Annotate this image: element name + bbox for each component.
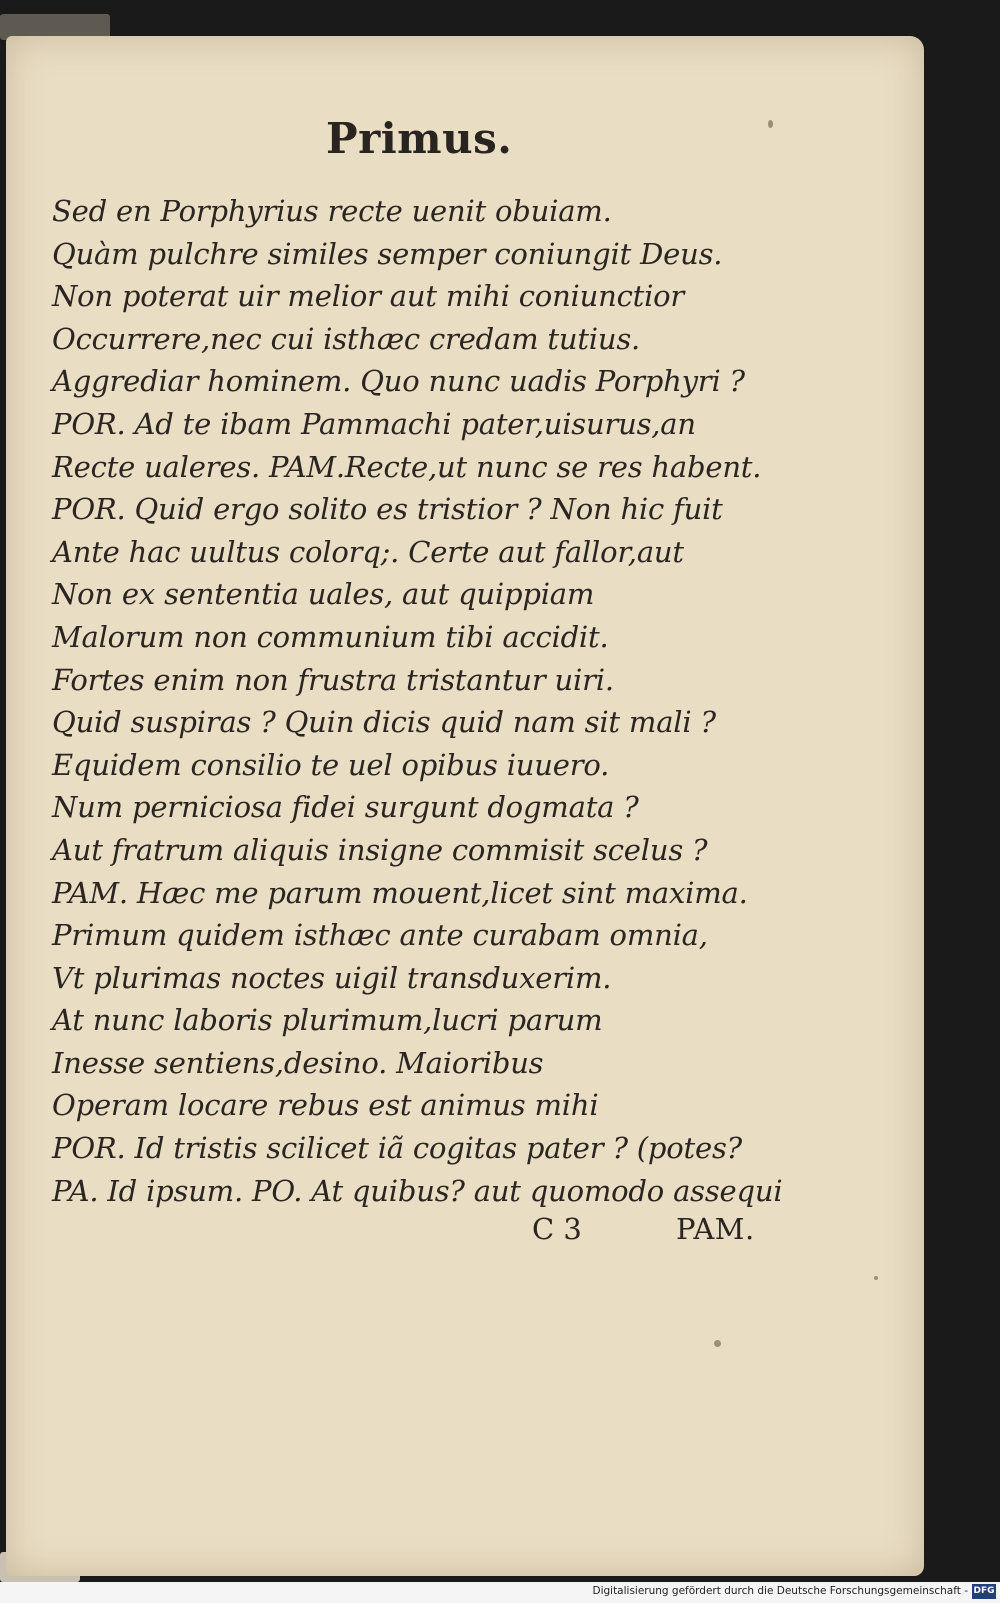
catchword: PAM. — [676, 1212, 755, 1246]
text-line: Quàm pulchre similes semper coniungit Deus. — [52, 236, 723, 271]
text-line: Equidem consilio te uel opibus iuuero. — [52, 747, 610, 782]
footer-bar — [0, 1582, 1000, 1603]
paper-speck — [874, 1276, 878, 1280]
text-line: Num perniciosa fidei surgunt dogmata ? — [52, 790, 639, 825]
text-line: Malorum non communium tibi accidit. — [52, 619, 609, 654]
text-line: Non ex sententia uales, aut quippiam — [52, 577, 595, 612]
text-line: Vt plurimas noctes uigil transduxerim. — [52, 960, 612, 995]
text-line: POR. Quid ergo solito es tristior ? Non hic fuit — [52, 492, 723, 527]
text-line: PA. Id ipsum. PO. At quibus? aut quomodo assequi — [52, 1173, 783, 1208]
page-heading: Primus. — [326, 114, 513, 163]
text-line: Inesse sentiens,desino. Maioribus — [52, 1045, 544, 1080]
dfg-logo[interactable]: DFG — [972, 1584, 996, 1599]
text-line: Ante hac uultus colorq;. Certe aut fallor,aut — [52, 534, 684, 569]
signature-mark: C 3 — [532, 1212, 582, 1246]
text-line: POR. Ad te ibam Pammachi pater,uisurus,an — [52, 406, 696, 441]
text-line: Occurrere,nec cui isthæc credam tutius. — [52, 321, 641, 356]
text-line: Sed en Porphyrius recte uenit obuiam. — [52, 194, 612, 228]
paper-speck — [768, 120, 773, 128]
text-line: Primum quidem isthæc ante curabam omnia, — [52, 918, 708, 953]
text-line: POR. Id tristis scilicet iã cogitas pater ? (potes? — [52, 1131, 742, 1166]
funding-credit: Digitalisierung gefördert durch die Deutsche Forschungsgemeinschaft - — [592, 1585, 968, 1597]
paper-speck — [714, 1340, 721, 1347]
text-line: Non poterat uir melior aut mihi coniunctior — [52, 279, 685, 314]
text-line: PAM. Hæc me parum mouent,licet sint maxima. — [52, 875, 748, 910]
text-line: Aggrediar hominem. Quo nunc uadis Porphyri ? — [52, 364, 745, 399]
text-line: Fortes enim non frustra tristantur uiri. — [52, 662, 614, 697]
text-line: At nunc laboris plurimum,lucri parum — [52, 1003, 603, 1038]
text-line: Aut fratrum aliquis insigne commisit scelus ? — [52, 832, 708, 867]
text-line: Operam locare rebus est animus mihi — [52, 1088, 599, 1123]
text-block — [52, 190, 912, 1212]
text-line: Quid suspiras ? Quin dicis quid nam sit mali ? — [52, 705, 716, 740]
text-line: Recte ualeres. PAM.Recte,ut nunc se res habent. — [52, 449, 762, 484]
